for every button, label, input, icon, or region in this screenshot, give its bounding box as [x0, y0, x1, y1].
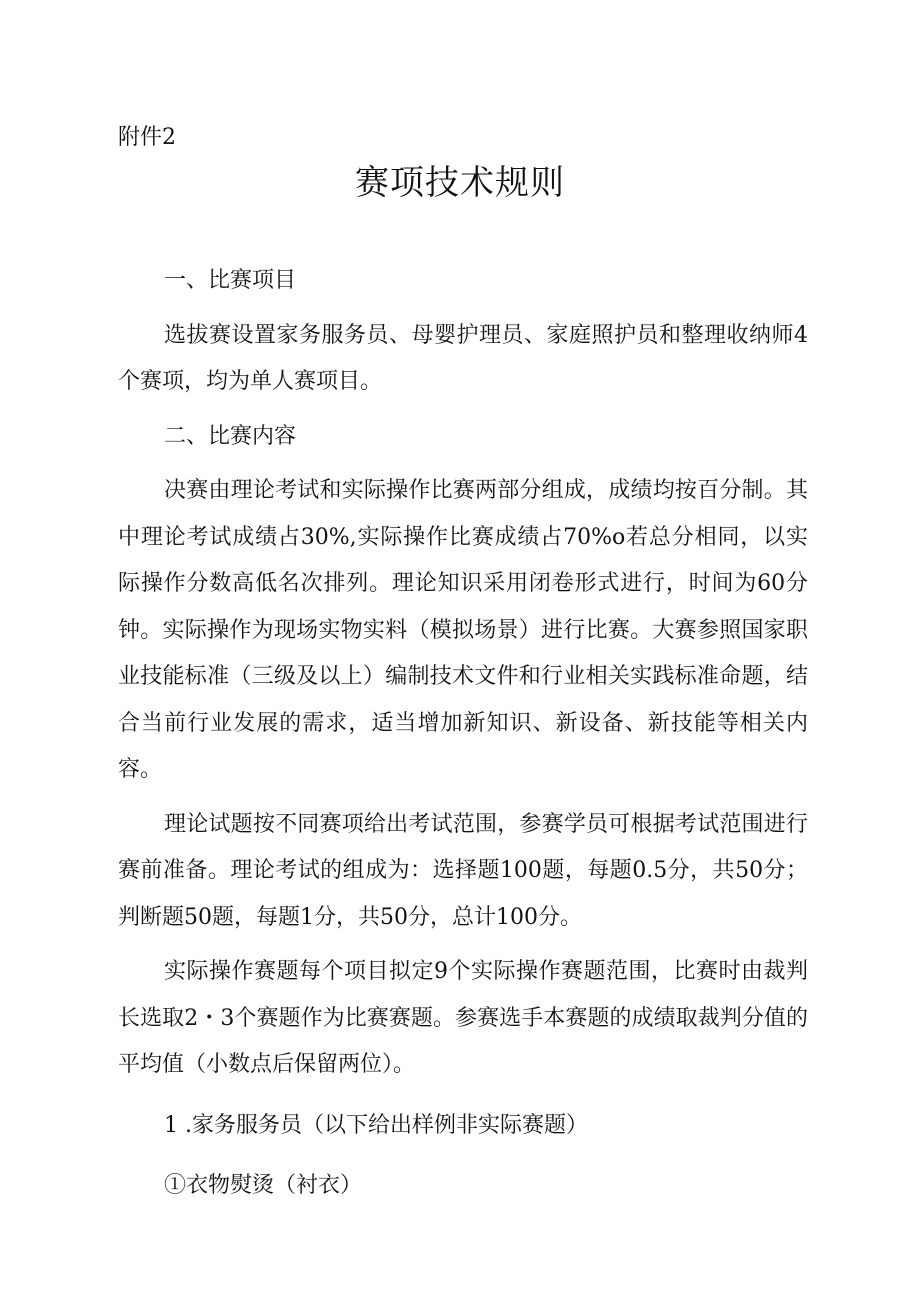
attachment-label: 附件2: [118, 125, 176, 150]
section1-heading: 一、比赛项目: [164, 268, 297, 293]
document-title: 赛项技术规则: [355, 163, 565, 203]
section1-text: 选拔赛设置家务服务员、母婴护理员、家庭照护员和整理收纳师4个赛项，均为单人赛项目。: [118, 322, 808, 394]
section2-paragraph-1: 决赛由理论考试和实际操作比赛两部分组成，成绩均按百分制。其中理论考试成绩占30%,实际操作比赛成绩占70%o若总分相同，以实际操作分数高低名次排列。理论知识采用闭卷形式进行，时间为60分钟。实际操作为现场实物实料（模拟场景）进行比赛。大赛参照国家职业技能标准（三级及以上）编制技术文件和行业相关实践标准命题，结合当前行业发展的需求，适当增加新知识、新设备、新技能等相关内容。: [118, 478, 808, 782]
subitem1-heading: ①衣物熨烫（衬衣）: [164, 1173, 363, 1198]
section2-heading: 二、比赛内容: [164, 423, 297, 449]
section2-paragraph-3: 实际操作赛题每个项目拟定9个实际操作赛题范围，比赛时由裁判长选取2・3个赛题作为比赛赛题。参赛选手本赛题的成绩取裁判分值的平均值（小数点后保留两位）。: [118, 959, 808, 1077]
item1-heading: 1 .家务服务员（以下给出样例非实际赛题）: [164, 1112, 588, 1138]
document-body: [118, 258, 808, 1210]
section2-paragraph-2: 理论试题按不同赛项给出考试范围，参赛学员可根据考试范围进行赛前准备。理论考试的组成为：选择题100题，每题0.5分，共50分；判断题50题，每题1分，共50分，总计100分。: [118, 811, 808, 930]
